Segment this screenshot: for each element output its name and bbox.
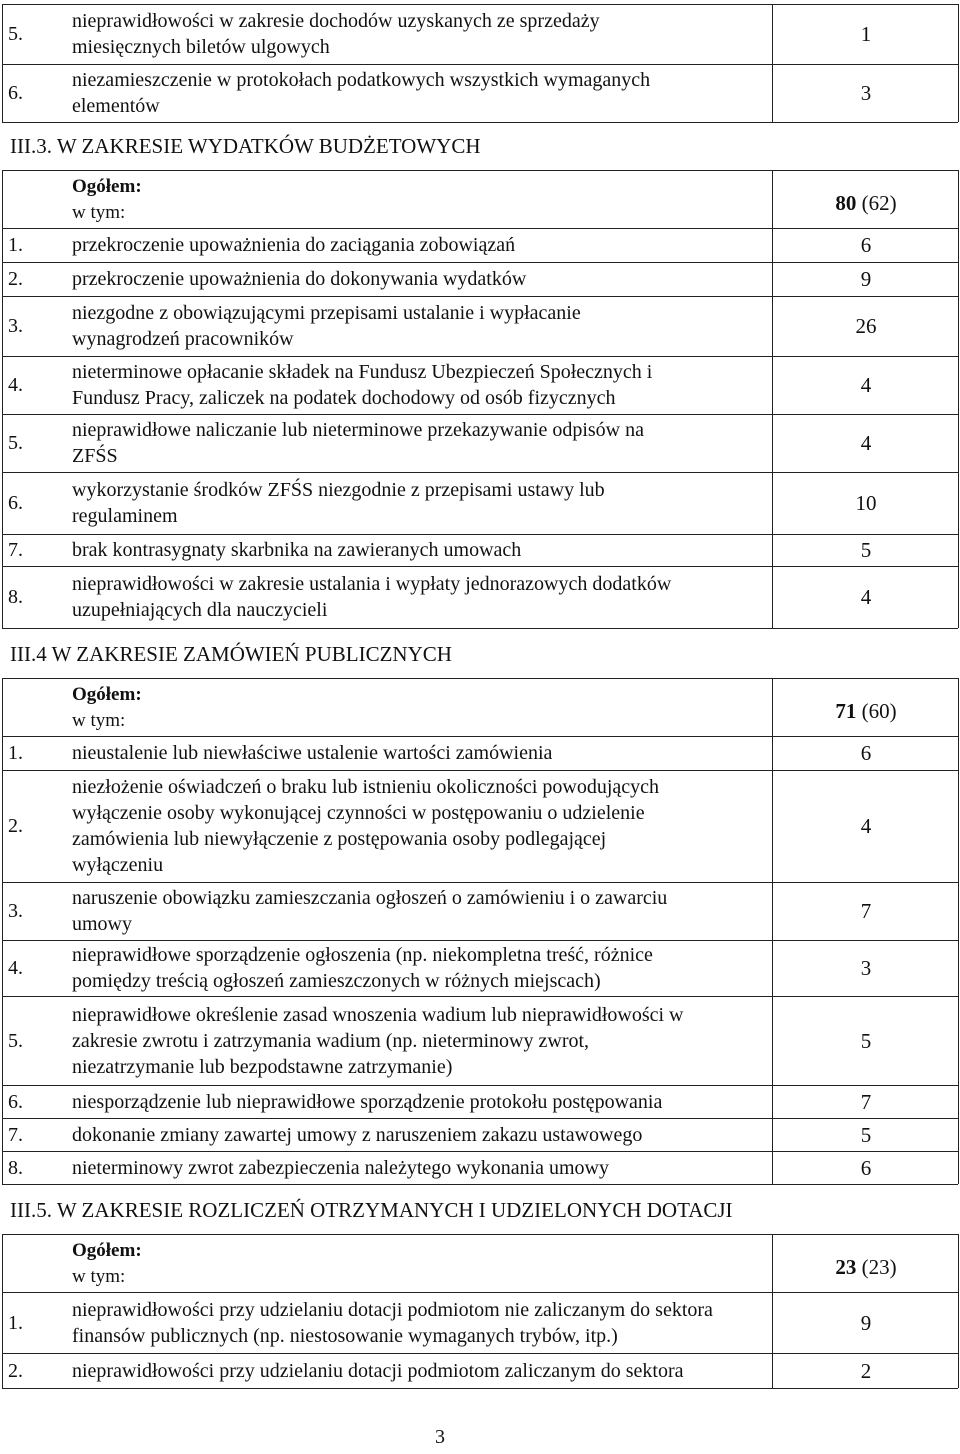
description-line: niezgodne z obowiązującymi przepisami ustalanie i wypłacanie bbox=[72, 302, 581, 324]
table-rule bbox=[2, 678, 958, 679]
item-count: 9 bbox=[860, 267, 872, 291]
list-item bbox=[0, 736, 960, 770]
description-line: naruszenie obowiązku zamieszczania ogłoszeń o zamówieniu i o zawarciu bbox=[72, 887, 668, 909]
item-number: 7. bbox=[8, 539, 23, 561]
total-previous: (23) bbox=[861, 1255, 897, 1279]
item-description bbox=[72, 1358, 772, 1384]
list-item bbox=[0, 940, 960, 996]
item-count: 4 bbox=[860, 585, 872, 609]
list-item bbox=[0, 996, 960, 1085]
table-rule bbox=[2, 170, 958, 171]
description-line: ZFŚS bbox=[72, 445, 118, 467]
table-rule bbox=[2, 122, 958, 123]
list-item bbox=[0, 1151, 960, 1184]
description-line: nieterminowe opłacanie składek na Fundusz Ubezpieczeń Społecznych i bbox=[72, 361, 653, 383]
item-count: 6 bbox=[860, 233, 872, 257]
description-line: wyłączenie osoby wykonującej czynności w postępowaniu o udzielenie bbox=[72, 802, 645, 824]
item-number: 6. bbox=[8, 82, 23, 104]
list-item bbox=[0, 414, 960, 472]
item-count: 4 bbox=[860, 431, 872, 455]
total-value bbox=[772, 1254, 960, 1280]
subtotal-label: w tym: bbox=[72, 710, 126, 731]
item-description bbox=[72, 67, 772, 119]
description-line: dokonanie zmiany zawartej umowy z naruszeniem zakazu ustawowego bbox=[72, 1124, 643, 1146]
item-count: 9 bbox=[860, 1311, 872, 1335]
description-line: regulaminem bbox=[72, 505, 178, 527]
table-rule bbox=[2, 170, 3, 628]
item-number: 6. bbox=[8, 492, 23, 514]
item-number: 6. bbox=[8, 1091, 23, 1113]
table-rule bbox=[958, 1234, 959, 1388]
table-rule bbox=[2, 1234, 3, 1388]
description-line: niesporządzenie lub nieprawidłowe sporządzenie protokołu postępowania bbox=[72, 1091, 663, 1113]
description-line: elementów bbox=[72, 95, 160, 117]
description-line: zamówienia lub niewyłączenie z postępowania osoby podlegającej bbox=[72, 828, 607, 850]
item-count: 3 bbox=[860, 81, 872, 105]
item-description bbox=[72, 417, 772, 469]
description-line: przekroczenie upoważnienia do dokonywania wydatków bbox=[72, 268, 527, 290]
total-count: 23 bbox=[835, 1255, 857, 1279]
item-count: 6 bbox=[860, 741, 872, 765]
item-description bbox=[72, 266, 772, 292]
item-number: 1. bbox=[8, 1312, 23, 1334]
subtotal-label: w tym: bbox=[72, 202, 126, 223]
list-item bbox=[0, 882, 960, 940]
description-line: nieprawidłowości w zakresie dochodów uzyskanych ze sprzedaży bbox=[72, 10, 600, 32]
total-value bbox=[772, 190, 960, 216]
total-previous: (60) bbox=[861, 699, 897, 723]
table-rule bbox=[772, 170, 773, 628]
total-count: 80 bbox=[835, 191, 857, 215]
table-rule bbox=[958, 4, 959, 122]
item-description bbox=[72, 8, 772, 60]
description-line: pomiędzy treścią ogłoszeń zamieszczonych w różnych miejscach) bbox=[72, 970, 601, 992]
item-number: 8. bbox=[8, 586, 23, 608]
item-description bbox=[72, 232, 772, 258]
section-title: III.4 W ZAKRESIE ZAMÓWIEŃ PUBLICZNYCH bbox=[10, 642, 452, 666]
table-rule bbox=[958, 170, 959, 628]
total-value bbox=[772, 698, 960, 724]
list-item bbox=[0, 1292, 960, 1353]
total-label: Ogółem: bbox=[72, 1240, 142, 1261]
table-rule bbox=[772, 1234, 773, 1388]
table-rule bbox=[2, 628, 958, 629]
description-line: nieprawidłowe sporządzenie ogłoszenia (np. niekompletna treść, różnice bbox=[72, 944, 653, 966]
description-line: umowy bbox=[72, 913, 132, 935]
description-line: wyłączeniu bbox=[72, 854, 164, 876]
total-previous: (62) bbox=[861, 191, 897, 215]
list-item bbox=[0, 566, 960, 628]
item-number: 2. bbox=[8, 815, 23, 837]
list-item bbox=[0, 1118, 960, 1151]
table-rule bbox=[2, 4, 772, 5]
description-line: wykorzystanie środków ZFŚS niezgodnie z przepisami ustawy lub bbox=[72, 479, 605, 501]
list-item bbox=[0, 1353, 960, 1388]
item-count: 6 bbox=[860, 1156, 872, 1180]
item-count: 5 bbox=[860, 538, 872, 562]
item-description bbox=[72, 885, 772, 937]
description-line: finansów publicznych (np. niestosowanie wymaganych trybów, itp.) bbox=[72, 1325, 618, 1347]
item-description bbox=[72, 1002, 772, 1080]
item-description bbox=[72, 359, 772, 411]
description-line: niezamieszczenie w protokołach podatkowych wszystkich wymaganych bbox=[72, 69, 651, 91]
subtotal-label: w tym: bbox=[72, 1266, 126, 1287]
item-number: 5. bbox=[8, 1030, 23, 1052]
item-number: 1. bbox=[8, 742, 23, 764]
item-description bbox=[72, 740, 772, 766]
description-line: nieterminowy zwrot zabezpieczenia należytego wykonania umowy bbox=[72, 1157, 610, 1179]
item-description bbox=[72, 477, 772, 529]
table-rule bbox=[958, 678, 959, 1184]
item-description bbox=[72, 300, 772, 352]
item-number: 5. bbox=[8, 23, 23, 45]
item-count: 4 bbox=[860, 814, 872, 838]
description-line: niezłożenie oświadczeń o braku lub istnieniu okoliczności powodujących bbox=[72, 776, 660, 798]
list-item bbox=[0, 770, 960, 882]
item-number: 5. bbox=[8, 432, 23, 454]
list-item bbox=[0, 534, 960, 566]
item-number: 3. bbox=[8, 315, 23, 337]
total-label: Ogółem: bbox=[72, 176, 142, 197]
item-number: 8. bbox=[8, 1157, 23, 1179]
list-item bbox=[0, 356, 960, 414]
item-number: 2. bbox=[8, 1360, 23, 1382]
page-number: 3 bbox=[435, 1426, 445, 1448]
list-item bbox=[0, 472, 960, 534]
description-line: nieprawidłowe naliczanie lub nieterminowe przekazywanie odpisów na bbox=[72, 419, 645, 441]
list-item bbox=[0, 296, 960, 356]
description-line: nieustalenie lub niewłaściwe ustalenie wartości zamówienia bbox=[72, 742, 553, 764]
list-item bbox=[0, 1085, 960, 1118]
item-count: 7 bbox=[860, 1090, 872, 1114]
item-number: 4. bbox=[8, 957, 23, 979]
item-count: 5 bbox=[860, 1029, 872, 1053]
list-item bbox=[0, 64, 960, 122]
item-description bbox=[72, 537, 772, 563]
table-rule bbox=[2, 678, 3, 1184]
item-description bbox=[72, 571, 772, 623]
item-count: 4 bbox=[860, 373, 872, 397]
item-count: 5 bbox=[860, 1123, 872, 1147]
item-description bbox=[72, 774, 772, 878]
item-count: 1 bbox=[860, 22, 872, 46]
total-label: Ogółem: bbox=[72, 684, 142, 705]
item-number: 4. bbox=[8, 374, 23, 396]
section-title: III.3. W ZAKRESIE WYDATKÓW BUDŻETOWYCH bbox=[10, 134, 481, 158]
description-line: przekroczenie upoważnienia do zaciągania zobowiązań bbox=[72, 234, 516, 256]
description-line: nieprawidłowe określenie zasad wnoszenia wadium lub nieprawidłowości w bbox=[72, 1004, 684, 1026]
item-number: 2. bbox=[8, 268, 23, 290]
description-line: niezatrzymanie lub bezpodstawne zatrzymanie) bbox=[72, 1056, 453, 1078]
item-count: 10 bbox=[855, 491, 877, 515]
list-item bbox=[0, 262, 960, 296]
description-line: miesięcznych biletów ulgowych bbox=[72, 36, 330, 58]
item-description bbox=[72, 1155, 772, 1181]
item-count: 3 bbox=[860, 956, 872, 980]
item-description bbox=[72, 1089, 772, 1115]
item-count: 26 bbox=[855, 314, 877, 338]
item-number: 7. bbox=[8, 1124, 23, 1146]
table-rule bbox=[2, 4, 3, 122]
item-number: 1. bbox=[8, 234, 23, 256]
table-rule bbox=[2, 1388, 958, 1389]
item-description bbox=[72, 1122, 772, 1148]
table-rule bbox=[772, 4, 773, 122]
item-number: 3. bbox=[8, 900, 23, 922]
item-description bbox=[72, 1297, 772, 1349]
description-line: nieprawidłowości w zakresie ustalania i wypłaty jednorazowych dodatków bbox=[72, 573, 672, 595]
item-count: 2 bbox=[860, 1359, 872, 1383]
description-line: nieprawidłowości przy udzielaniu dotacji podmiotom zaliczanym do sektora bbox=[72, 1360, 684, 1382]
list-item bbox=[0, 4, 960, 64]
description-line: zakresie zwrotu i zatrzymania wadium (np. nieterminowy zwrot, bbox=[72, 1030, 590, 1052]
list-item bbox=[0, 228, 960, 262]
total-count: 71 bbox=[835, 699, 857, 723]
table-rule bbox=[2, 1184, 958, 1185]
table-rule bbox=[2, 1234, 958, 1235]
item-count: 7 bbox=[860, 899, 872, 923]
section-title: III.5. W ZAKRESIE ROZLICZEŃ OTRZYMANYCH I UDZIELONYCH DOTACJI bbox=[10, 1198, 733, 1222]
item-description bbox=[72, 942, 772, 994]
table-rule bbox=[772, 4, 958, 5]
description-line: brak kontrasygnaty skarbnika na zawieranych umowach bbox=[72, 539, 522, 561]
description-line: wynagrodzeń pracowników bbox=[72, 328, 294, 350]
description-line: Fundusz Pracy, zaliczek na podatek dochodowy od osób fizycznych bbox=[72, 387, 616, 409]
table-rule bbox=[772, 678, 773, 1184]
description-line: nieprawidłowości przy udzielaniu dotacji podmiotom nie zaliczanym do sektora bbox=[72, 1299, 713, 1321]
description-line: uzupełniających dla nauczycieli bbox=[72, 599, 328, 621]
